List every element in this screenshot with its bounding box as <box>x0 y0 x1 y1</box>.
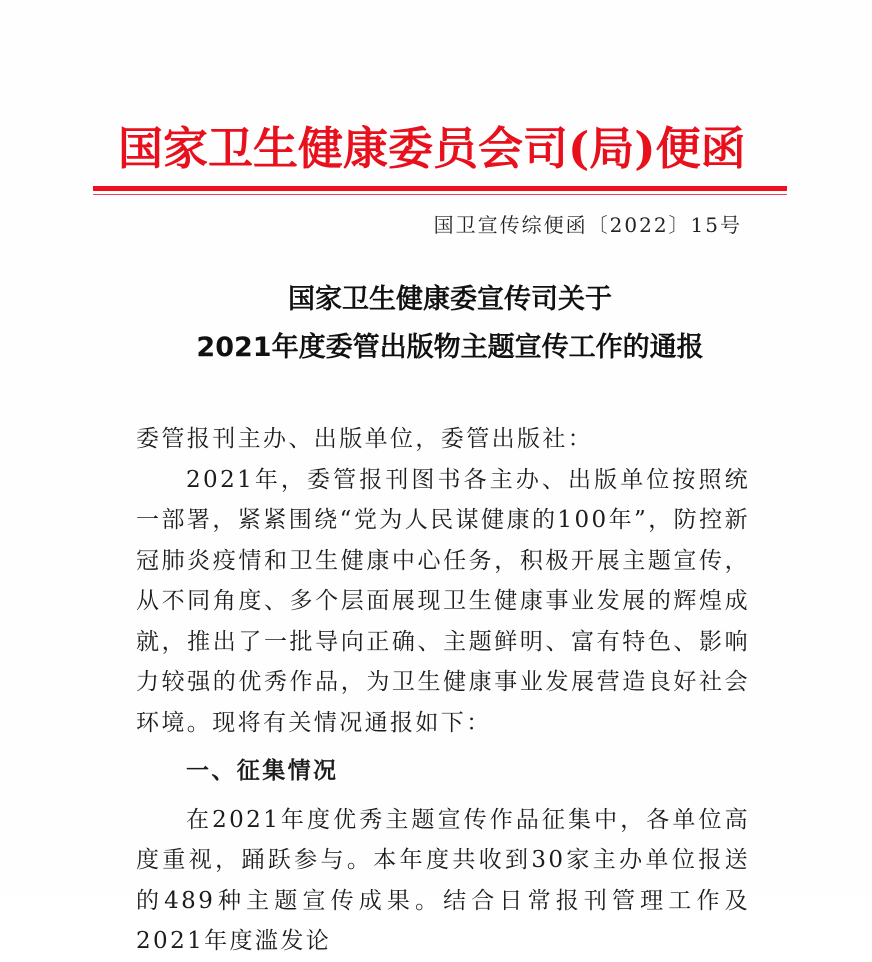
paragraph-collection: 在2021年度优秀主题宣传作品征集中，各单位高度重视，踊跃参与。本年度共收到30家主办单位报送的489种主题宣传成果。结合日常报刊管理工作及2021年度滥发论 <box>136 806 750 954</box>
document-number: 国卫宣传综便函〔2022〕15号 <box>433 213 742 237</box>
letterhead-title: 国家卫生健康委员会司(局)便函 <box>118 122 746 175</box>
salutation: 委管报刊主办、出版单位，委管出版社： <box>136 426 594 452</box>
letterhead-thick-rule <box>93 186 787 191</box>
section-heading-collection: 一、征集情况 <box>186 758 339 784</box>
letterhead-thin-rule <box>93 194 787 195</box>
document-title-line1: 国家卫生健康委宣传司关于 <box>288 284 612 315</box>
document-title-line2: 2021年度委管出版物主题宣传工作的通报 <box>196 332 704 363</box>
document-body <box>136 419 750 962</box>
paragraph-intro: 2021年，委管报刊图书各主办、出版单位按照统一部署，紧紧围绕“党为人民谋健康的100年”，防控新冠肺炎疫情和卫生健康中心任务，积极开展主题宣传，从不同角度、多个层面展现卫生健康事业发展的辉煌成就，推出了一批导向正确、主题鲜明、富有特色、影响力较强的优秀作品，为卫生健康事业发展营造良好社会环境。现将有关情况通报如下： <box>136 466 750 736</box>
